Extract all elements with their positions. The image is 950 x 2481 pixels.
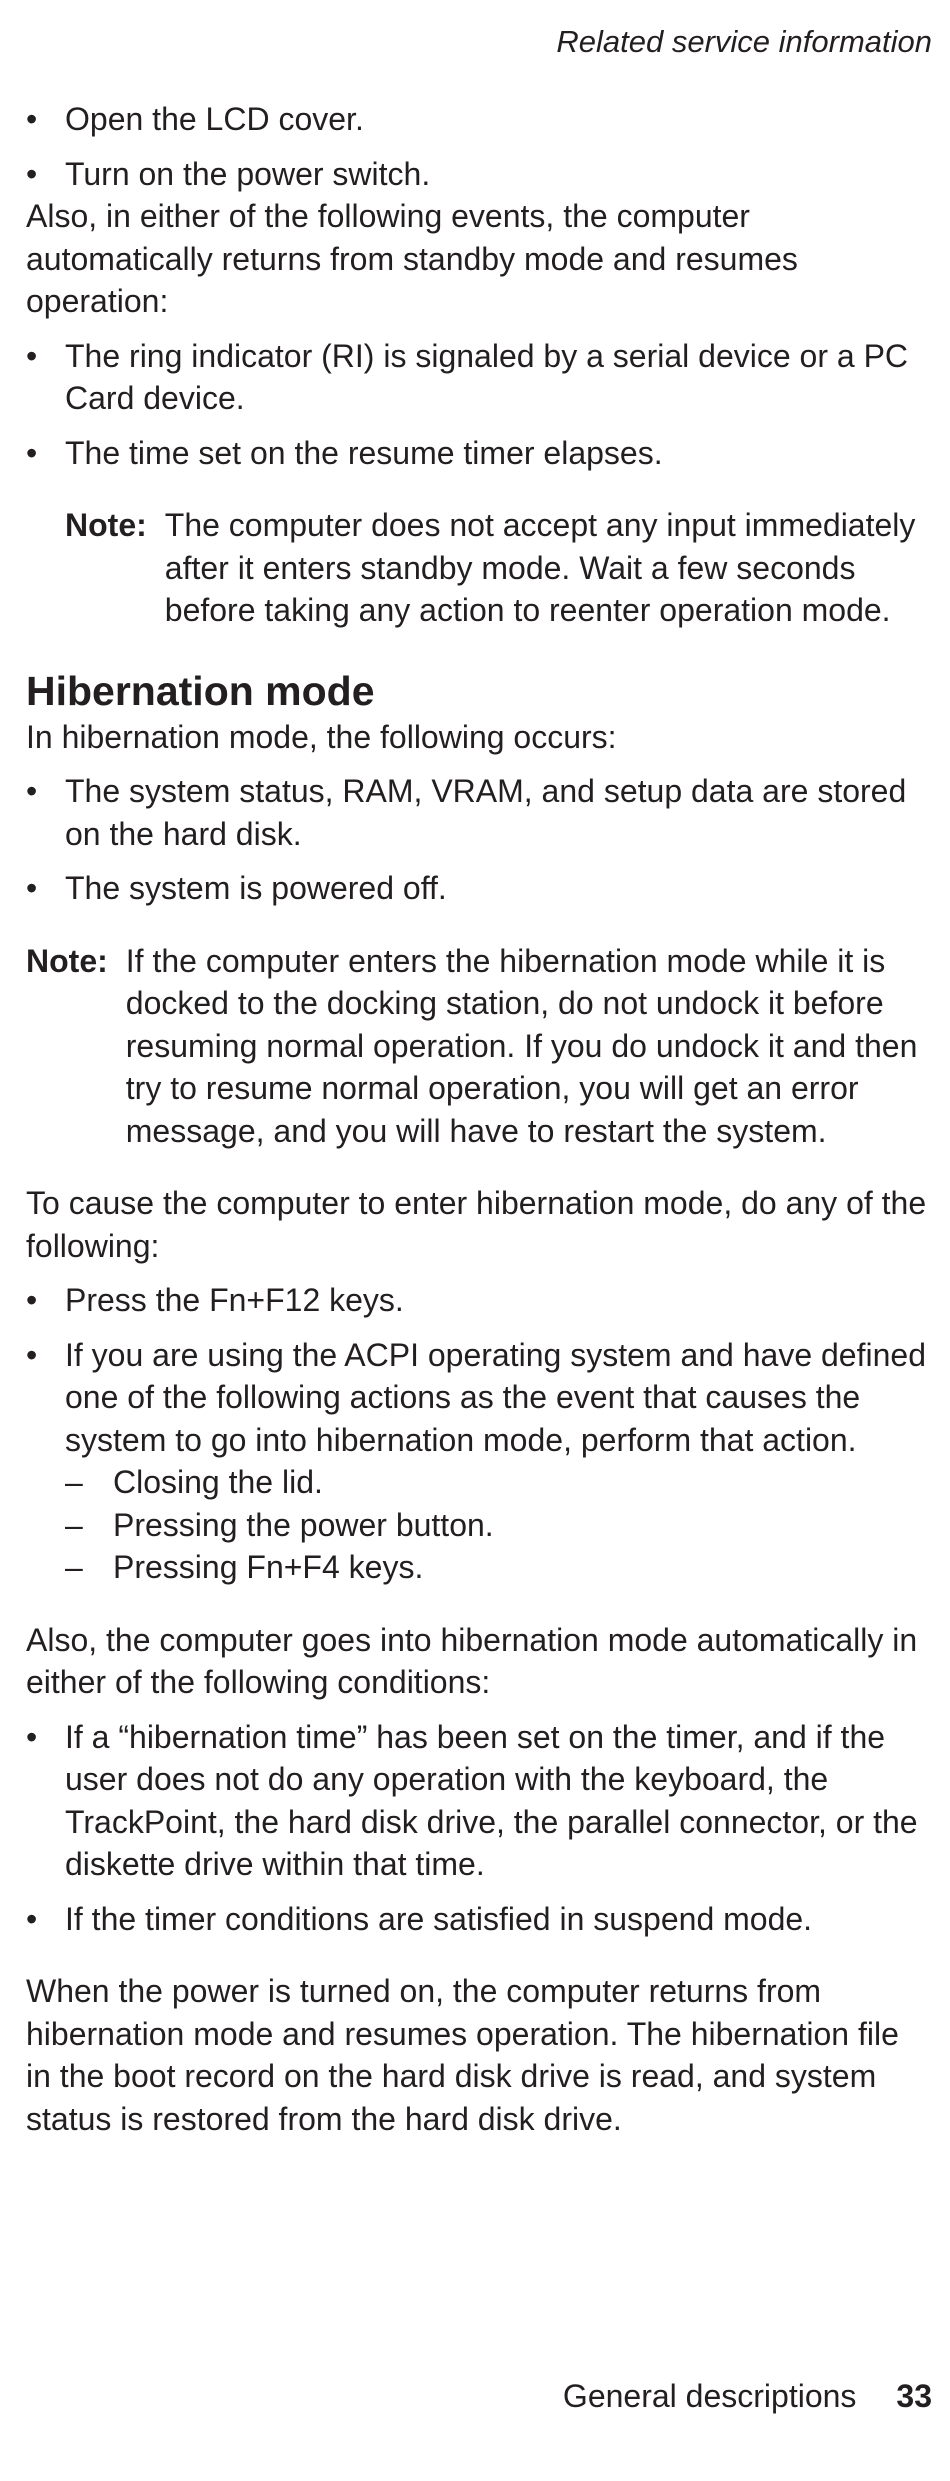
note-text: If the computer enters the hibernation mode while it is docked to the docking station, do not undock it before resuming normal operation. If you do undock it and then try to resume normal operation, you will get an error message, and you will have to restart the system. — [125, 942, 918, 1149]
hibernation-occurs-list — [26, 770, 932, 910]
resume-actions-list — [26, 98, 932, 195]
section-heading: Hibernation mode — [26, 667, 375, 714]
list-item: • The system status, RAM, VRAM, and setup data are stored on the hard disk. — [26, 770, 932, 855]
sub-list-item: – Closing the lid. — [65, 1461, 932, 1504]
auto-paragraph: Also, the computer goes into hibernation mode automatically in either of the following conditions: — [26, 1621, 918, 1700]
list-item: • Press the Fn+F12 keys. — [26, 1279, 932, 1322]
auto-conditions-list — [26, 1716, 932, 1941]
note-label: Note: — [26, 942, 108, 979]
list-item — [26, 1334, 932, 1589]
docking-note — [26, 940, 932, 1153]
list-item: • Turn on the power switch. — [26, 153, 932, 196]
list-item-text: If you are using the ACPI operating system and have defined one of the following actions as the event that causes the system to go into hibernation mode, perform that action. — [65, 1336, 926, 1458]
list-item: • The time set on the resume timer elapses. — [26, 432, 932, 475]
note-label: Note: — [65, 507, 147, 543]
page-content — [26, 98, 932, 2140]
list-item: • If the timer conditions are satisfied in suspend mode. — [26, 1898, 932, 1941]
cause-paragraph: To cause the computer to enter hibernation mode, do any of the following: — [26, 1185, 927, 1264]
sub-list-item: – Pressing the power button. — [65, 1504, 932, 1547]
hibernation-intro: In hibernation mode, the following occurs: — [26, 718, 617, 755]
list-item: • The ring indicator (RI) is signaled by a serial device or a PC Card device. — [26, 335, 932, 420]
list-item: • The system is powered off. — [26, 867, 932, 910]
running-header: Related service information — [556, 24, 932, 59]
page-footer — [563, 2375, 932, 2417]
resume-paragraph: When the power is turned on, the computer returns from hibernation mode and resumes operation. The hibernation file in the boot record on the hard disk drive is read, and system status is restored from the hard disk drive. — [26, 1973, 899, 2137]
list-item: • If a “hibernation time” has been set on the timer, and if the user does not do any operation with the keyboard, the TrackPoint, the hard disk drive, the parallel connector, or the diskette drive within that time. — [26, 1716, 932, 1886]
list-item: • Open the LCD cover. — [26, 98, 932, 141]
standby-note — [65, 504, 932, 632]
resume-events-list — [26, 335, 932, 475]
footer-section-name: General descriptions — [562, 2378, 857, 2414]
actions-list — [65, 1461, 932, 1589]
note-text: The computer does not accept any input immediately after it enters standby mode. Wait a few seconds before taking any action to reenter operation mode. — [164, 507, 916, 628]
sub-list-item: – Pressing Fn+F4 keys. — [65, 1546, 932, 1589]
page-number: 33 — [896, 2378, 932, 2414]
events-paragraph: Also, in either of the following events, the computer automatically returns from standby mode and resumes operation: — [26, 198, 798, 319]
cause-list — [26, 1279, 932, 1589]
